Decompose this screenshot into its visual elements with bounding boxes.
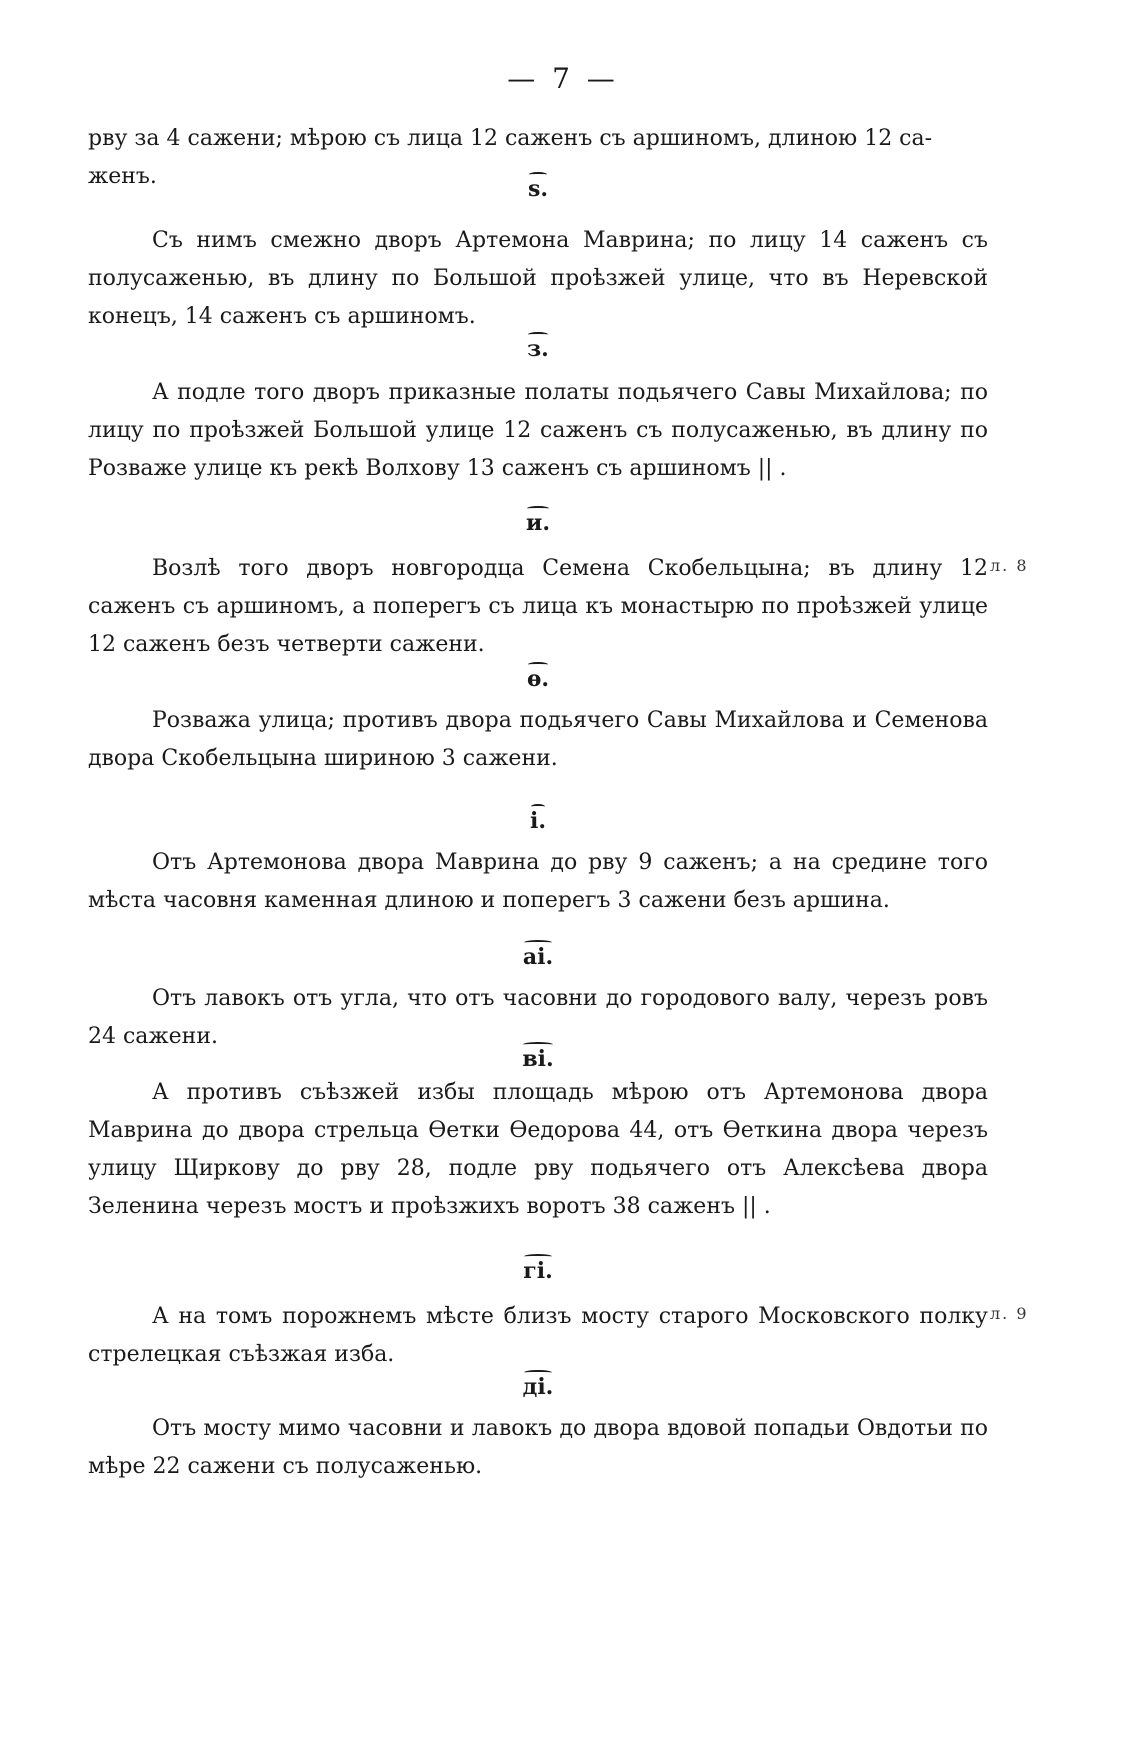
paragraph bbox=[88, 550, 988, 664]
section-number: аі. bbox=[522, 944, 554, 970]
paragraph-text: Розважа улица; противъ двора подьячего Савы Михайлова и Семенова двора Скобельцына шириною 3 сажени. bbox=[88, 708, 988, 771]
section-number: и. bbox=[526, 510, 550, 536]
section-number: ѕ. bbox=[527, 176, 549, 202]
paragraph-text: Съ нимъ смежно дворъ Артемона Маврина; по лицу 14 саженъ съ полусаженью, въ длину по Большой проѣзжей улице, что въ Неревской конецъ, 14 саженъ съ аршиномъ. bbox=[88, 228, 988, 329]
paragraph-text: А на томъ порожнемъ мѣсте близъ мосту старого Московского полку стрелецкая съѣзжая изба. bbox=[88, 1304, 988, 1367]
margin-note-leaf-9: л. 9 bbox=[990, 1304, 1029, 1323]
paragraph bbox=[88, 1074, 988, 1226]
page-number: — 7 — bbox=[507, 62, 619, 95]
margin-note-leaf-8: л. 8 bbox=[990, 556, 1029, 575]
paragraph bbox=[88, 702, 988, 778]
section-number: ѳ. bbox=[526, 666, 549, 692]
paragraph bbox=[88, 374, 988, 488]
paragraph bbox=[88, 1410, 988, 1486]
paragraph bbox=[88, 222, 988, 336]
paragraph bbox=[88, 1298, 988, 1374]
section-number: з. bbox=[527, 336, 549, 362]
paragraph-text: Отъ Артемонова двора Маврина до рву 9 саженъ; а на средине того мѣста часовня каменная длиною и поперегъ 3 сажени безъ аршина. bbox=[88, 850, 988, 913]
paragraph-text: Отъ лавокъ отъ угла, что отъ часовни до городового валу, черезъ ровъ 24 сажени. bbox=[88, 986, 988, 1049]
paragraph-text: А подле того дворъ приказные полаты подьячего Савы Михайлова; по лицу по проѣзжей Большой улице 12 саженъ съ полусаженью, въ длину по Розваже улице къ рекѣ Волхову 13 саженъ съ аршиномъ || . bbox=[88, 380, 988, 481]
section-number: ві. bbox=[522, 1046, 554, 1072]
section-number: і. bbox=[529, 808, 547, 834]
paragraph-text: А противъ съѣзжей избы площадь мѣрою отъ Артемонова двора Маврина до двора стрельца Ѳетки Ѳедорова 44, отъ Ѳеткина двора черезъ улицу Щиркову до рву 28, подле рву подьячего отъ Алексѣева двора Зеленина черезъ мостъ и проѣзжихъ воротъ 38 саженъ || . bbox=[88, 1080, 988, 1219]
paragraph-text: Возлѣ того дворъ новгородца Семена Скобельцына; въ длину 12 саженъ съ аршиномъ, а поперегъ съ лица къ монастырю по проѣзжей улице 12 саженъ безъ четверти сажени. bbox=[88, 556, 988, 657]
paragraph-text: рву за 4 сажени; мѣрою съ лица 12 саженъ съ аршиномъ, длиною 12 са- женъ. bbox=[88, 126, 933, 189]
paragraph bbox=[88, 844, 988, 920]
section-number: гі. bbox=[523, 1258, 553, 1284]
paragraph-text: Отъ мосту мимо часовни и лавокъ до двора вдовой попадьи Овдотьи по мѣре 22 сажени съ полусаженью. bbox=[88, 1416, 988, 1479]
section-number: ді. bbox=[522, 1374, 554, 1400]
